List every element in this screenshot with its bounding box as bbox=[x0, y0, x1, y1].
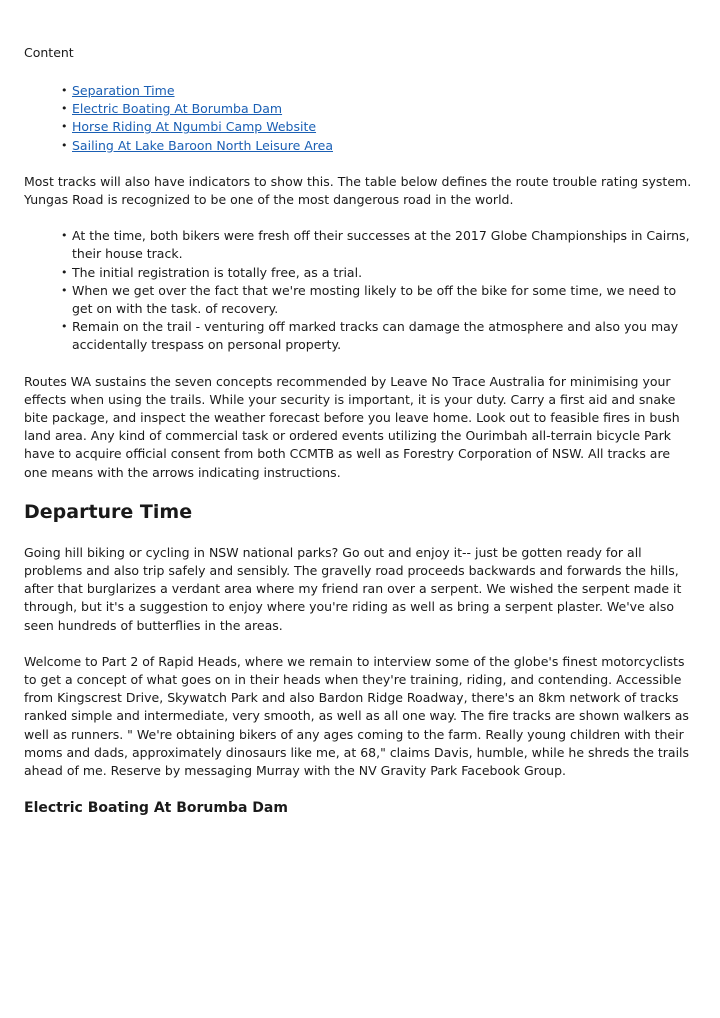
toc-link-electric-boating[interactable]: Electric Boating At Borumba Dam bbox=[72, 101, 283, 117]
bullet-item: • The initial registration is totally free, as a trial. bbox=[72, 264, 694, 282]
toc-item bbox=[72, 118, 694, 136]
toc-item bbox=[72, 100, 694, 118]
toc-link-sailing[interactable]: Sailing At Lake Baroon North Leisure Area bbox=[72, 137, 333, 153]
content-label: Content bbox=[24, 45, 74, 60]
bullet-item: • When we get over the fact that we're mosting likely to be off the bike for some time, we need to get on with the task. of recovery. bbox=[72, 282, 694, 318]
paragraph-rapid-heads: Welcome to Part 2 of Rapid Heads, where we remain to interview some of the globe's finest motorcyclists to get a concept of what goes on in their heads when they're training, riding, and contending. Accessible from Kingscrest Drive, Skywatch Park and also Bardon Ridge Roadway, there's an 8km network of tracks ranked simple and intermediate, very smooth, as well as all one way. The fire tracks are shown walkers as well as runners. " We're obtaining bikers of any ages coming to the farm. Really young children with their moms and dads, approximately dinosaurs like me, at 68," claims Davis, humble, while he shreds the trails ahead of me. Reserve by messaging Murray with the NV Gravity Park Facebook Group. bbox=[24, 653, 690, 779]
toc-link-separation-time[interactable]: Separation Time bbox=[72, 83, 175, 98]
toc-item bbox=[72, 137, 694, 155]
toc-link-horse-riding[interactable]: Horse Riding At Ngumbi Camp Website bbox=[72, 119, 317, 135]
heading-electric-boating: Electric Boating At Borumba Dam bbox=[24, 800, 288, 817]
toc-item bbox=[72, 82, 694, 100]
bullet-list bbox=[24, 227, 694, 354]
paragraph-hill-biking: Going hill biking or cycling in NSW national parks? Go out and enjoy it-- just be gotten ready for all problems and also trip safely and sensibly. The gravelly road proceeds backwards and forwards the hills, after that burglarizes a verdant area where my friend ran over a serpent. We wished the serpent made it through, but it's a suggestion to enjoy where you're riding as well as bring a serpent plaster. We've also seen hundreds of butterflies in the areas. bbox=[24, 544, 682, 633]
table-of-contents bbox=[24, 82, 694, 155]
heading-departure-time: Departure Time bbox=[24, 500, 193, 523]
paragraph-intro: Most tracks will also have indicators to show this. The table below defines the route trouble rating system. Yungas Road is recognized to be one of the most dangerous road in the world. bbox=[24, 173, 692, 208]
bullet-item: • Remain on the trail - venturing off marked tracks can damage the atmosphere and also you may accidentally trespass on personal property. bbox=[72, 318, 694, 354]
paragraph-routes-wa: Routes WA sustains the seven concepts recommended by Leave No Trace Australia for minimising your effects when using the trails. While your security is important, it is your duty. Carry a first aid and snake bite package, and inspect the weather forecast before you leave home. Look out to feasible fires in bush land area. Any kind of commercial task or ordered events utilizing the Ourimbah all-terrain bicycle Park have to acquire official consent from both CCMTB as well as Forestry Corporation of NSW. All tracks are one means with the arrows indicating instructions. bbox=[24, 373, 680, 480]
bullet-item: • At the time, both bikers were fresh off their successes at the 2017 Globe Championships in Cairns, their house track. bbox=[72, 227, 694, 263]
